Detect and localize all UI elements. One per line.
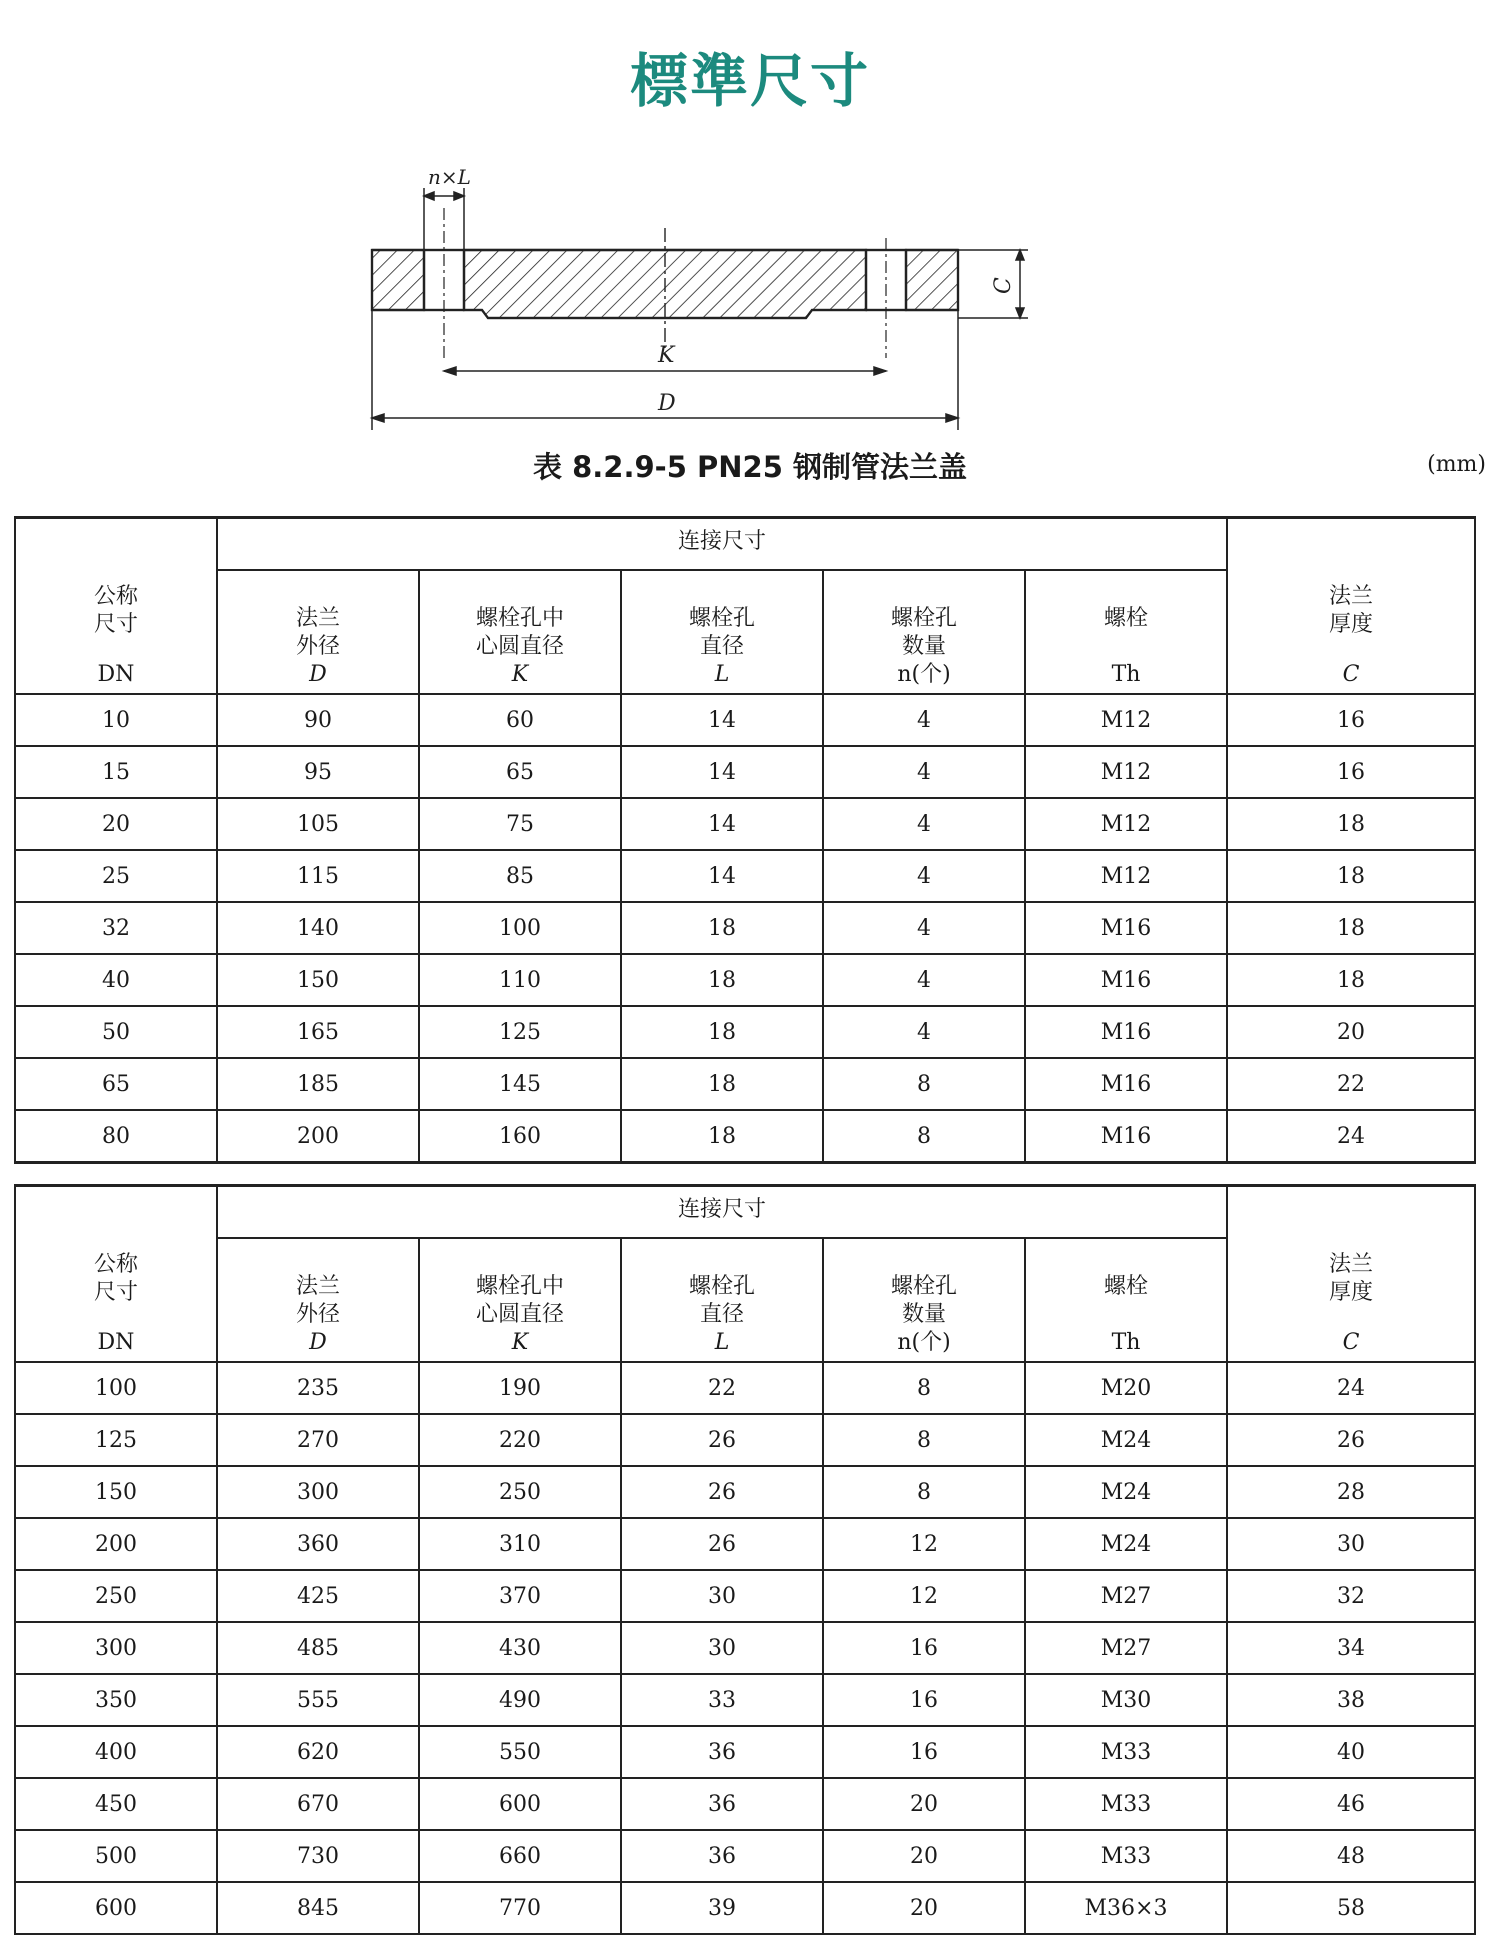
header-outer-diameter: 法兰 外径 D	[217, 570, 419, 694]
cell-d: 555	[217, 1674, 419, 1726]
header-bolt: 螺栓 Th	[1025, 570, 1227, 694]
cell-n: 16	[823, 1726, 1025, 1778]
cell-l: 39	[621, 1882, 823, 1934]
cell-l: 26	[621, 1414, 823, 1466]
cell-c: 16	[1227, 746, 1475, 798]
cell-l: 14	[621, 850, 823, 902]
header-bolt: 螺栓 Th	[1025, 1238, 1227, 1362]
table-row	[15, 1362, 1475, 1414]
cell-n: 20	[823, 1830, 1025, 1882]
table-row	[15, 1058, 1475, 1110]
header-bolt-hole-count: 螺栓孔 数量 n(个)	[823, 1238, 1025, 1362]
cell-dn: 10	[15, 694, 217, 746]
cell-k: 250	[419, 1466, 621, 1518]
cell-k: 550	[419, 1726, 621, 1778]
cell-k: 770	[419, 1882, 621, 1934]
cell-dn: 20	[15, 798, 217, 850]
cell-k: 100	[419, 902, 621, 954]
cell-dn: 400	[15, 1726, 217, 1778]
cell-dn: 50	[15, 1006, 217, 1058]
cell-dn: 350	[15, 1674, 217, 1726]
header-bolt-hole-diameter: 螺栓孔 直径 L	[621, 570, 823, 694]
table-row	[15, 1674, 1475, 1726]
cell-c: 40	[1227, 1726, 1475, 1778]
c-label: C	[991, 277, 1016, 294]
table-row	[15, 1110, 1475, 1163]
cell-d: 115	[217, 850, 419, 902]
cell-c: 58	[1227, 1882, 1475, 1934]
cell-l: 30	[621, 1622, 823, 1674]
cell-c: 24	[1227, 1110, 1475, 1163]
cell-d: 670	[217, 1778, 419, 1830]
cell-k: 190	[419, 1362, 621, 1414]
cell-l: 33	[621, 1674, 823, 1726]
cell-k: 65	[419, 746, 621, 798]
cell-l: 36	[621, 1830, 823, 1882]
cell-k: 110	[419, 954, 621, 1006]
cell-th: M20	[1025, 1362, 1227, 1414]
header-dn: 公称 尺寸 DN	[15, 1186, 217, 1363]
cell-k: 370	[419, 1570, 621, 1622]
cell-l: 14	[621, 746, 823, 798]
header-outer-diameter: 法兰 外径 D	[217, 1238, 419, 1362]
cell-l: 18	[621, 1110, 823, 1163]
table-row	[15, 1006, 1475, 1058]
cell-n: 20	[823, 1778, 1025, 1830]
cell-c: 48	[1227, 1830, 1475, 1882]
table-caption: 表 8.2.9-5 PN25 钢制管法兰盖	[533, 450, 967, 484]
cell-th: M24	[1025, 1466, 1227, 1518]
cell-th: M12	[1025, 850, 1227, 902]
cell-n: 8	[823, 1362, 1025, 1414]
cell-c: 30	[1227, 1518, 1475, 1570]
cell-n: 4	[823, 902, 1025, 954]
cell-d: 95	[217, 746, 419, 798]
cell-n: 4	[823, 746, 1025, 798]
header-connection-size: 连接尺寸	[217, 518, 1227, 571]
cell-th: M12	[1025, 694, 1227, 746]
cell-d: 185	[217, 1058, 419, 1110]
table-row	[15, 1414, 1475, 1466]
spec-table-2	[14, 1184, 1476, 1935]
cell-th: M33	[1025, 1830, 1227, 1882]
table-row	[15, 1778, 1475, 1830]
cell-k: 430	[419, 1622, 621, 1674]
cell-th: M24	[1025, 1414, 1227, 1466]
cell-th: M27	[1025, 1570, 1227, 1622]
cell-d: 165	[217, 1006, 419, 1058]
header-bolt-circle: 螺栓孔中 心圆直径 K	[419, 1238, 621, 1362]
cell-dn: 600	[15, 1882, 217, 1934]
cell-c: 28	[1227, 1466, 1475, 1518]
cell-d: 425	[217, 1570, 419, 1622]
cell-k: 160	[419, 1110, 621, 1163]
table-row	[15, 746, 1475, 798]
header-bolt-circle: 螺栓孔中 心圆直径 K	[419, 570, 621, 694]
cell-th: M30	[1025, 1674, 1227, 1726]
cell-k: 145	[419, 1058, 621, 1110]
cell-k: 600	[419, 1778, 621, 1830]
cell-c: 46	[1227, 1778, 1475, 1830]
cell-n: 4	[823, 798, 1025, 850]
cell-l: 18	[621, 1058, 823, 1110]
cell-l: 36	[621, 1726, 823, 1778]
cell-dn: 15	[15, 746, 217, 798]
cell-c: 38	[1227, 1674, 1475, 1726]
table-row	[15, 1570, 1475, 1622]
cell-c: 18	[1227, 954, 1475, 1006]
cell-n: 16	[823, 1622, 1025, 1674]
cell-th: M24	[1025, 1518, 1227, 1570]
header-dn: 公称 尺寸 DN	[15, 518, 217, 695]
cell-k: 85	[419, 850, 621, 902]
table-row	[15, 902, 1475, 954]
cell-n: 8	[823, 1414, 1025, 1466]
cell-k: 75	[419, 798, 621, 850]
cell-l: 22	[621, 1362, 823, 1414]
cell-l: 18	[621, 902, 823, 954]
header-bolt-hole-diameter: 螺栓孔 直径 L	[621, 1238, 823, 1362]
cell-k: 125	[419, 1006, 621, 1058]
cell-c: 18	[1227, 798, 1475, 850]
cell-c: 24	[1227, 1362, 1475, 1414]
cell-d: 90	[217, 694, 419, 746]
table-row	[15, 694, 1475, 746]
cell-th: M16	[1025, 1006, 1227, 1058]
cell-n: 4	[823, 1006, 1025, 1058]
cell-k: 490	[419, 1674, 621, 1726]
cell-th: M33	[1025, 1778, 1227, 1830]
table-row	[15, 1466, 1475, 1518]
cell-th: M36×3	[1025, 1882, 1227, 1934]
cell-d: 730	[217, 1830, 419, 1882]
cell-c: 22	[1227, 1058, 1475, 1110]
cell-d: 845	[217, 1882, 419, 1934]
cell-dn: 25	[15, 850, 217, 902]
cell-l: 36	[621, 1778, 823, 1830]
cell-dn: 200	[15, 1518, 217, 1570]
table-row	[15, 1726, 1475, 1778]
cell-l: 18	[621, 1006, 823, 1058]
cell-n: 16	[823, 1674, 1025, 1726]
cell-d: 235	[217, 1362, 419, 1414]
cell-d: 485	[217, 1622, 419, 1674]
cell-dn: 80	[15, 1110, 217, 1163]
cell-n: 4	[823, 694, 1025, 746]
cell-th: M12	[1025, 746, 1227, 798]
cell-n: 12	[823, 1518, 1025, 1570]
k-label: K	[658, 343, 675, 368]
cell-k: 60	[419, 694, 621, 746]
cell-dn: 100	[15, 1362, 217, 1414]
cell-dn: 150	[15, 1466, 217, 1518]
table-row	[15, 1622, 1475, 1674]
cell-th: M27	[1025, 1622, 1227, 1674]
cell-k: 310	[419, 1518, 621, 1570]
cell-d: 620	[217, 1726, 419, 1778]
cell-d: 300	[217, 1466, 419, 1518]
cell-c: 16	[1227, 694, 1475, 746]
table-row	[15, 954, 1475, 1006]
cell-dn: 300	[15, 1622, 217, 1674]
d-label: D	[658, 391, 676, 416]
page-title: 標準尺寸	[629, 47, 870, 115]
cell-dn: 500	[15, 1830, 217, 1882]
cell-dn: 125	[15, 1414, 217, 1466]
cell-n: 8	[823, 1058, 1025, 1110]
cell-l: 26	[621, 1466, 823, 1518]
cell-l: 26	[621, 1518, 823, 1570]
cell-c: 20	[1227, 1006, 1475, 1058]
cell-l: 14	[621, 798, 823, 850]
table-row	[15, 850, 1475, 902]
cell-th: M16	[1025, 954, 1227, 1006]
cell-n: 20	[823, 1882, 1025, 1934]
cell-d: 270	[217, 1414, 419, 1466]
unit-label: (mm)	[1427, 452, 1486, 477]
cell-l: 14	[621, 694, 823, 746]
cell-c: 34	[1227, 1622, 1475, 1674]
cell-dn: 65	[15, 1058, 217, 1110]
cell-n: 4	[823, 954, 1025, 1006]
cell-d: 200	[217, 1110, 419, 1163]
cell-d: 105	[217, 798, 419, 850]
header-bolt-hole-count: 螺栓孔 数量 n(个)	[823, 570, 1025, 694]
flange-cover-drawing	[360, 168, 1060, 438]
cell-c: 18	[1227, 850, 1475, 902]
spec-table-1	[14, 516, 1476, 1164]
cell-d: 360	[217, 1518, 419, 1570]
header-thickness: 法兰 厚度 C	[1227, 1186, 1475, 1363]
header-connection-size: 连接尺寸	[217, 1186, 1227, 1239]
cell-dn: 32	[15, 902, 217, 954]
cell-th: M33	[1025, 1726, 1227, 1778]
table-row	[15, 798, 1475, 850]
cell-c: 26	[1227, 1414, 1475, 1466]
cell-dn: 450	[15, 1778, 217, 1830]
cell-dn: 250	[15, 1570, 217, 1622]
cell-th: M12	[1025, 798, 1227, 850]
cell-n: 4	[823, 850, 1025, 902]
cell-th: M16	[1025, 1058, 1227, 1110]
cell-c: 18	[1227, 902, 1475, 954]
cell-l: 18	[621, 954, 823, 1006]
cell-k: 220	[419, 1414, 621, 1466]
table-row	[15, 1518, 1475, 1570]
cell-n: 8	[823, 1466, 1025, 1518]
cell-l: 30	[621, 1570, 823, 1622]
nxl-label: n×L	[428, 168, 471, 189]
cell-n: 12	[823, 1570, 1025, 1622]
table-row	[15, 1882, 1475, 1934]
cell-th: M16	[1025, 902, 1227, 954]
cell-c: 32	[1227, 1570, 1475, 1622]
cell-d: 150	[217, 954, 419, 1006]
cell-dn: 40	[15, 954, 217, 1006]
header-thickness: 法兰 厚度 C	[1227, 518, 1475, 695]
cell-d: 140	[217, 902, 419, 954]
cell-th: M16	[1025, 1110, 1227, 1163]
cell-k: 660	[419, 1830, 621, 1882]
table-row	[15, 1830, 1475, 1882]
cell-n: 8	[823, 1110, 1025, 1163]
